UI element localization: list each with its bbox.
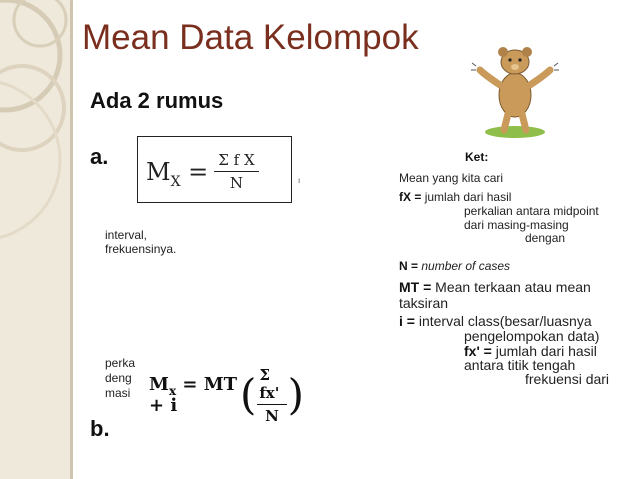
label-a: a. <box>90 144 109 169</box>
formula-mean-assumed <box>147 360 305 430</box>
formula2-fraction <box>257 366 286 425</box>
subtitle: Ada 2 rumus <box>90 88 224 113</box>
note-mt <box>399 279 591 295</box>
formula-denominator: N <box>229 174 244 192</box>
formula2-numerator: Σ fx' <box>257 366 286 405</box>
left-text-frekuensinya: frekuensinya. <box>105 242 177 256</box>
formula-mean-box <box>137 136 292 203</box>
formula2-lhs: $M_x$ = MT + i <box>149 374 238 416</box>
formula-tick-mark: ı <box>298 176 301 185</box>
note-mt-line2: taksiran <box>399 295 449 311</box>
note-fx-line4: dengan <box>525 231 566 245</box>
note-fx-line2: perkalian antara midpoint <box>464 204 599 218</box>
left-text-deng: deng <box>105 371 132 385</box>
note-fx-desc: jumlah dari hasil <box>424 190 512 204</box>
note-i-line2: pengelompokan data) <box>464 328 600 344</box>
dancing-bear-clipart <box>470 40 560 140</box>
decorative-arc-graphic <box>0 0 80 479</box>
note-fxprime-desc: jumlah dari hasil <box>495 343 597 359</box>
formula-mean <box>146 151 259 192</box>
slide-title: Mean Data Kelompok <box>82 18 419 57</box>
formula-numerator: Σ f X <box>214 151 258 172</box>
note-n-desc: number of cases <box>421 259 511 273</box>
note-i-desc: interval class(besar/luasnya <box>418 313 592 329</box>
label-b: b. <box>90 416 110 441</box>
formula2-open-paren: ( <box>239 370 257 419</box>
note-mt-term: MT = <box>399 279 436 295</box>
note-fx-line3: dari masing-masing <box>464 218 569 232</box>
left-text-perka: perka <box>105 356 136 370</box>
note-fxprime-line2: antara titik tengah <box>464 357 576 373</box>
note-n-term: N = <box>399 259 422 273</box>
note-i <box>399 313 592 329</box>
note-n <box>399 259 510 273</box>
left-text-masi: masi <box>105 386 131 400</box>
note-mt-desc: Mean terkaan atau mean <box>435 279 591 295</box>
note-mean: Mean yang kita cari <box>399 171 504 185</box>
note-fx <box>399 190 511 204</box>
formula2-close-paren: ) <box>287 370 304 419</box>
formula2-denominator: N <box>265 406 279 425</box>
note-fxprime-line3: frekuensi dari <box>525 371 610 387</box>
note-fx-term: fX = <box>399 190 425 204</box>
note-i-term: i = <box>399 313 419 329</box>
formula-lhs: $M_X$ = <box>146 157 209 190</box>
left-text-interval: interval, <box>105 228 148 242</box>
notes-heading: Ket: <box>465 150 489 164</box>
note-fxprime-term: fx' = <box>464 343 496 359</box>
formula-fraction <box>214 151 258 192</box>
